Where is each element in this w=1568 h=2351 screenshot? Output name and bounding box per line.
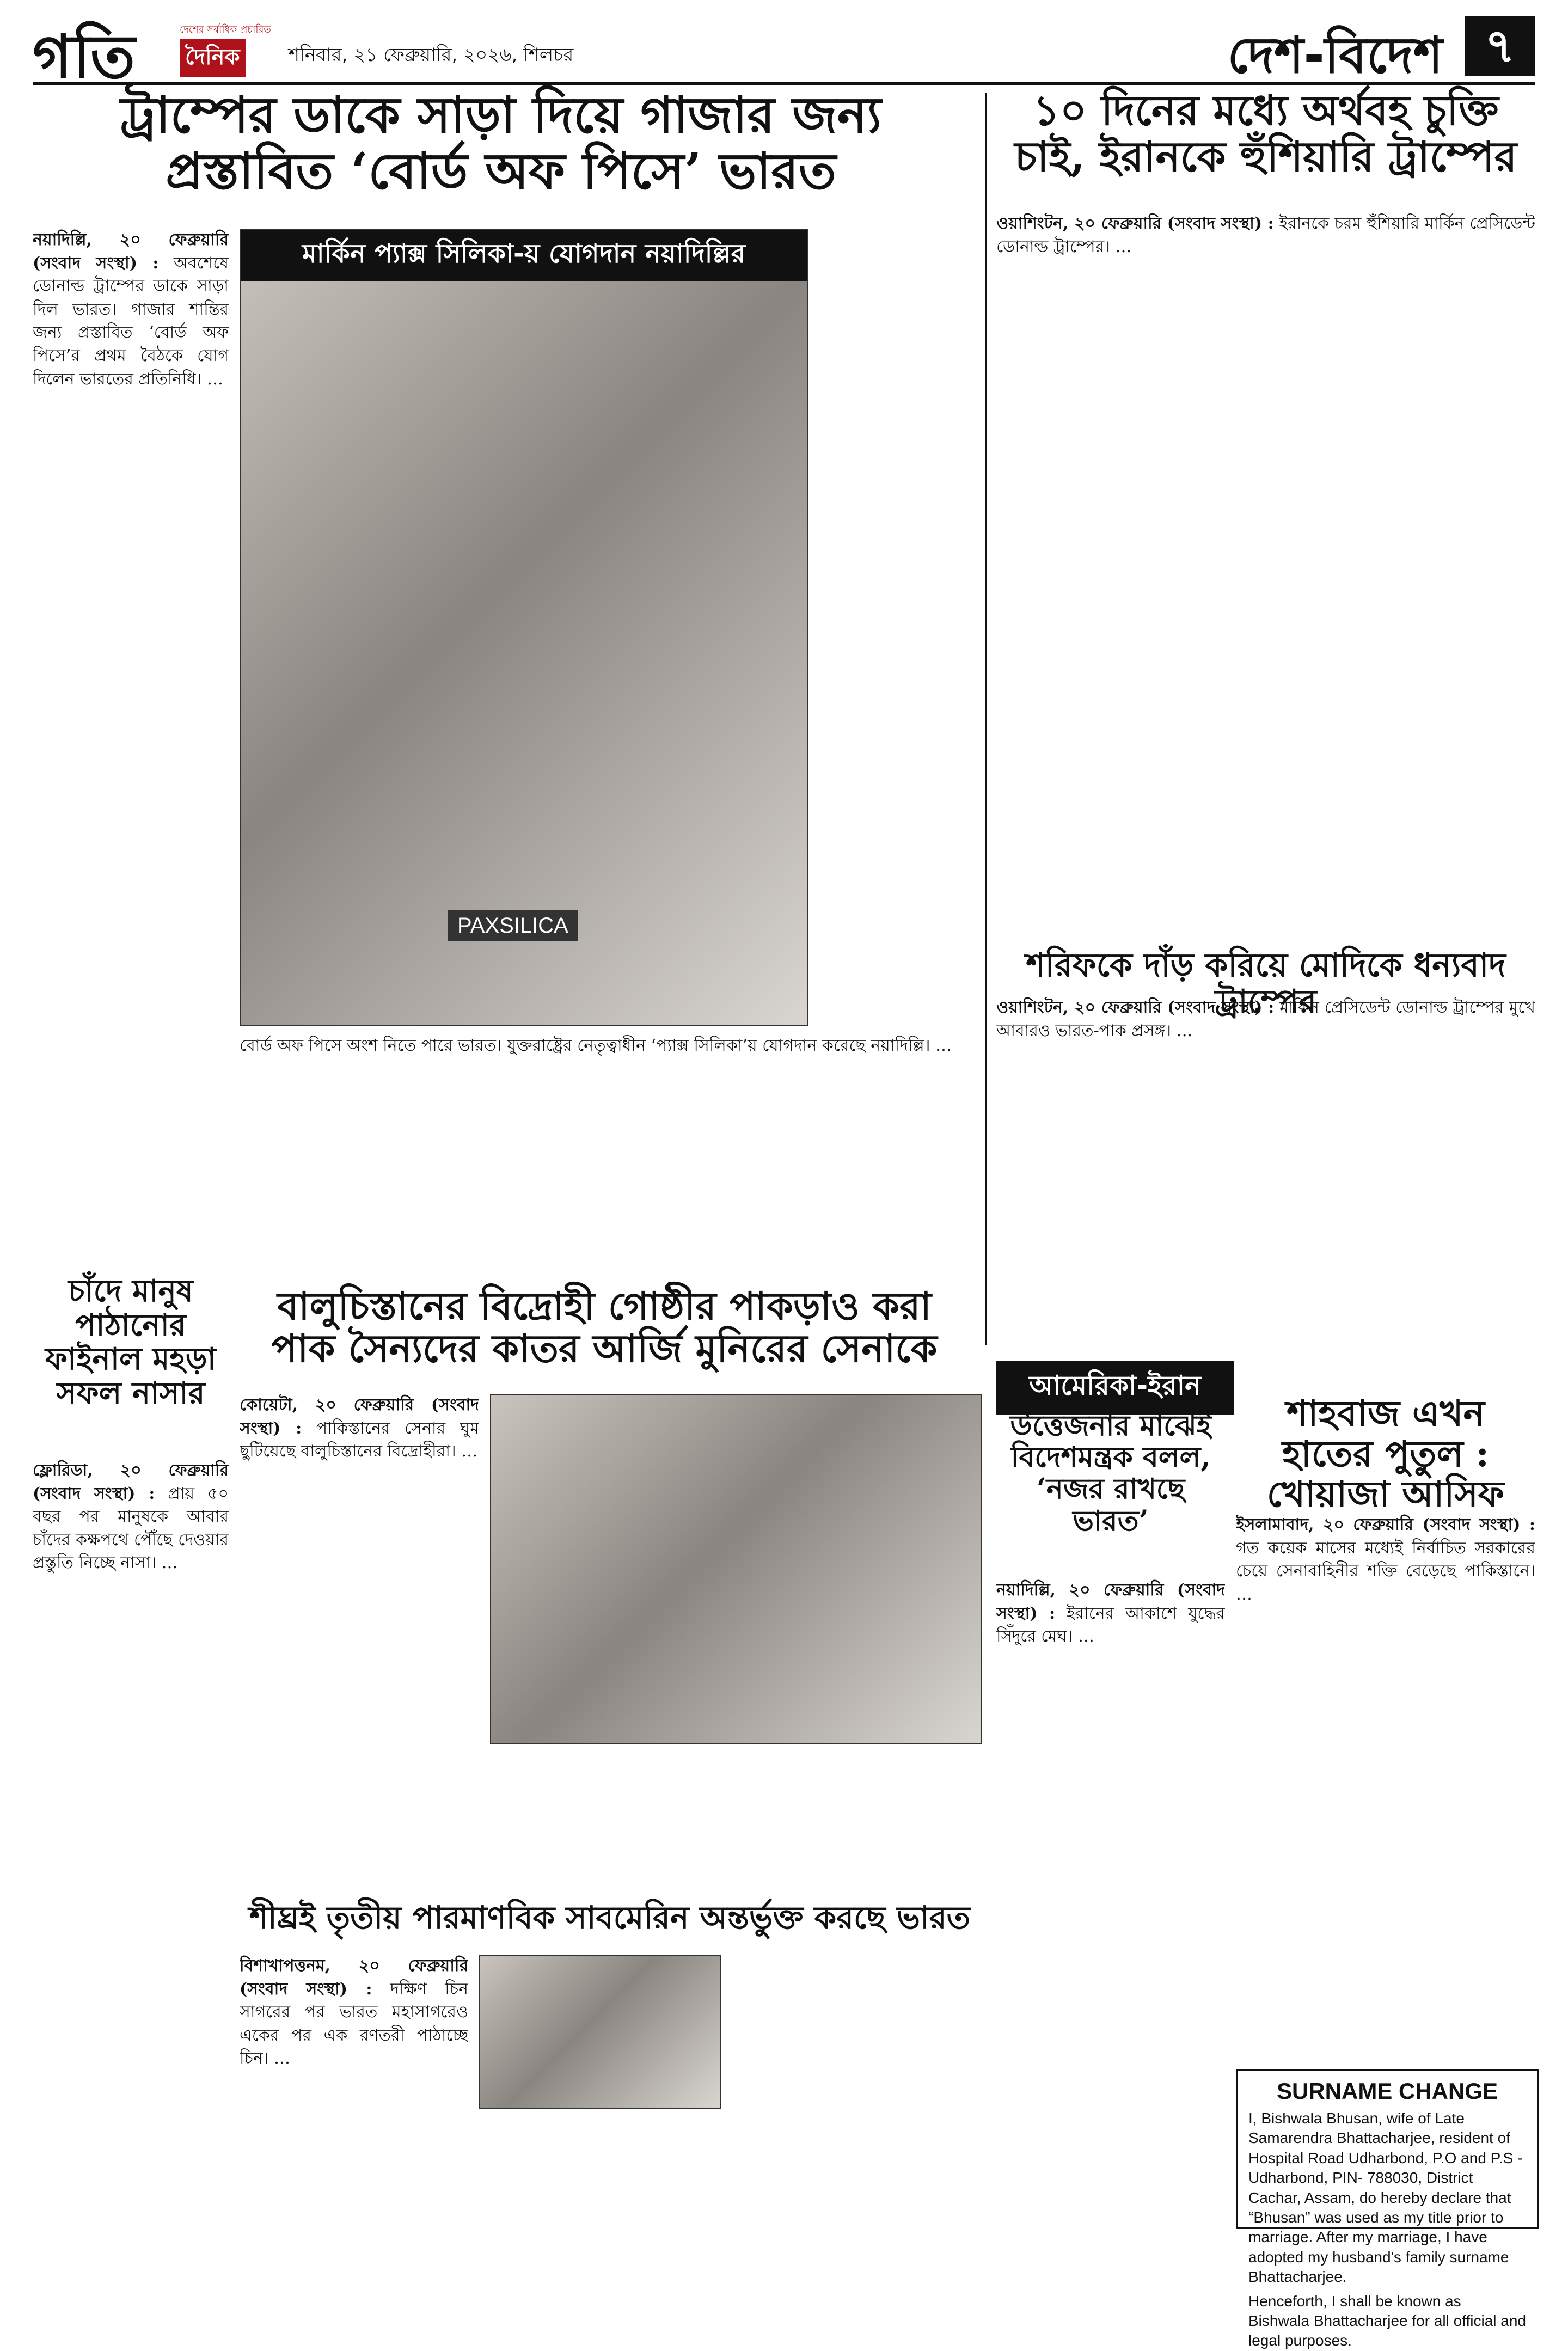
story-khawaja-body bbox=[1236, 1514, 1535, 2047]
lead-moon: প্রায় ৫০ বছর পর মানুষকে আবার চাঁদের কক্ষপথে পৌঁছে দেওয়ার প্রস্তুতি নিচ্ছে নাসা। … bbox=[33, 1484, 229, 1573]
lead-submarine: দক্ষিণ চিন সাগরের পর ভারত মহাসাগরেও একের পর এক রণতরী পাঠাচ্ছে চিন। … bbox=[240, 1979, 468, 2068]
story-iran-deal-body bbox=[996, 212, 1535, 936]
lead-sharif: মার্কিন প্রেসিডেন্ট ডোনাল্ড ট্রাম্পের মুখে আবারও ভারত-পাক প্রসঙ্গ। … bbox=[996, 998, 1535, 1040]
notice-para-1: I, Bishwala Bhusan, wife of Late Samarendra Bhattacharjee, resident of Hospital Road Udharbond, P.O and P.S - Udharbond, PIN- 788030, District Cachar, Assam, do hereby declare that “Bhusan” was used as my title prior to marriage. After my marriage, I have adopted my husband's family surname Bhattacharjee. bbox=[1248, 2110, 1523, 2286]
dateline-us-iran: নয়াদিল্লি, ২০ ফেব্রুয়ারি (সংবাদ সংস্থা) : bbox=[996, 1581, 1225, 1623]
dateline-iran-deal: ওয়াশিংটন, ২০ ফেব্রুয়ারি (সংবাদ সংস্থা) : bbox=[996, 214, 1274, 233]
story-moon-body bbox=[33, 1459, 229, 2200]
photo-pax-silica bbox=[240, 229, 808, 1026]
dateline-khawaja: ইসলামাবাদ, ২০ ফেব্রুয়ারি (সংবাদ সংস্থা) : bbox=[1236, 1515, 1535, 1534]
dateline-submarine: বিশাখাপত্তনম, ২০ ফেব্রুয়ারি (সংবাদ সংস্থা) : bbox=[240, 1956, 468, 1999]
lead-iran-deal: ইরানকে চরম হুঁশিয়ারি মার্কিন প্রেসিডেন্ট ডোনাল্ড ট্রাম্পের। … bbox=[996, 214, 1535, 256]
headline-gaza: ট্রাম্পের ডাকে সাড়া দিয়ে গাজার জন্য প্রস্তাবিত ‘বোর্ড অফ পিসে’ ভারত bbox=[120, 85, 882, 201]
notice-para-2: Henceforth, I shall be known as Bishwala Bhattacharjee for all official and legal purposes. bbox=[1248, 2292, 1527, 2349]
column-rule bbox=[985, 93, 987, 1345]
section-title: দেশ-বিদেশ bbox=[1227, 26, 1443, 84]
dateline-sharif: ওয়াশিংটন, ২০ ফেব্রুয়ারি (সংবাদ সংস্থা) : bbox=[996, 998, 1275, 1017]
headline-us-iran: উত্তেজনার মাঝেই বিদেশমন্ত্রক বলল, ‘নজর রাখছে ভারত’ bbox=[1010, 1409, 1211, 1538]
story-gaza-body bbox=[33, 229, 229, 1263]
pax-podium-sign: PAXSILICA bbox=[448, 910, 578, 941]
dateline-moon: ফ্লোরিডা, ২০ ফেব্রুয়ারি (সংবাদ সংস্থা) : bbox=[33, 1461, 229, 1503]
masthead bbox=[33, 11, 1535, 91]
story-us-iran-body bbox=[996, 1579, 1225, 2221]
lead-gaza: অবশেষে ডোনাল্ড ট্রাম্পের ডাকে সাড়া দিল ভারত। গাজার শান্তির জন্য প্রস্তাবিত ‘বোর্ড অফ পিসে’র প্রথম বৈঠকে যোগ দিলেন ভারতের প্রতিনিধি। … bbox=[33, 253, 229, 389]
brand-block bbox=[180, 22, 272, 77]
story-sharif-body bbox=[996, 996, 1535, 1356]
issue-date: শনিবার, ২১ ফেব্রুয়ারি, ২০২৬, শিলচর bbox=[289, 44, 574, 66]
headline-moon: চাঁদে মানুষ পাঠানোর ফাইনাল মহড়া সফল নাসার bbox=[45, 1273, 216, 1412]
lead-pax: বোর্ড অফ পিসে অংশ নিতে পারে ভারত। যুক্তরাষ্ট্রের নেতৃত্বাধীন ‘প্যাক্স সিলিকা’য় যোগদান করেছে নয়াদিল্লি। … bbox=[240, 1036, 952, 1055]
page-number: ৭ bbox=[1465, 16, 1535, 76]
photo-banner-pax: মার্কিন প্যাক্স সিলিকা-য় যোগদান নয়াদিল্লির bbox=[241, 230, 807, 281]
photo-submarine bbox=[479, 1955, 721, 2109]
kicker-us-iran: আমেরিকা-ইরান bbox=[996, 1361, 1234, 1415]
headline-iran-deal: ১০ দিনের মধ্যে অর্থবহ চুক্তি চাই, ইরানকে হুঁশিয়ারি ট্রাম্পের bbox=[1014, 86, 1517, 181]
dateline-baloch: কোয়েটা, ২০ ফেব্রুয়ারি (সংবাদ সংস্থা) : bbox=[240, 1395, 479, 1438]
story-baloch-body bbox=[240, 1394, 479, 1884]
brand-name: দৈনিক bbox=[180, 39, 246, 77]
lead-baloch: পাকিস্তানের সেনার ঘুম ছুটিয়েছে বালুচিস্তানের বিদ্রোহীরা। … bbox=[240, 1418, 479, 1461]
lead-us-iran: ইরানের আকাশে যুদ্ধের সিঁদুরে মেঘ। … bbox=[996, 1603, 1225, 1646]
brand-tagline: দেশের সর্বাধিক প্রচারিত bbox=[180, 24, 271, 35]
story-submarine-body bbox=[240, 1955, 468, 2216]
lead-khawaja: গত কয়েক মাসের মধ্যেই নির্বাচিত সরকারের চেয়ে সেনাবাহিনীর শক্তি বেড়েছে পাকিস্তানে। … bbox=[1236, 1538, 1535, 1604]
story-pax-body bbox=[240, 1034, 969, 1274]
notice-title: SURNAME CHANGE bbox=[1276, 2078, 1498, 2104]
newspaper-logo: গতি bbox=[33, 21, 137, 91]
headline-sharif: শরিফকে দাঁড় করিয়ে মোদিকে ধন্যবাদ ট্রাম্পের bbox=[1026, 946, 1506, 1021]
headline-khawaja: শাহবাজ এখন হাতের পুতুল : খোয়াজা আসিফ bbox=[1266, 1392, 1505, 1515]
photo-baloch bbox=[490, 1394, 982, 1744]
surname-change-notice bbox=[1236, 2069, 1539, 2349]
headline-submarine: শীঘ্রই তৃতীয় পারমাণবিক সাবমেরিন অন্তর্ভুক্ত করছে ভারত bbox=[249, 1899, 971, 1936]
headline-baloch: বালুচিস্তানের বিদ্রোহী গোষ্ঠীর পাকড়াও করা পাক সৈন্যদের কাতর আর্জি মুনিরের সেনাকে bbox=[271, 1283, 938, 1372]
dateline-gaza: নয়াদিল্লি, ২০ ফেব্রুয়ারি (সংবাদ সংস্থা) : bbox=[33, 230, 229, 273]
